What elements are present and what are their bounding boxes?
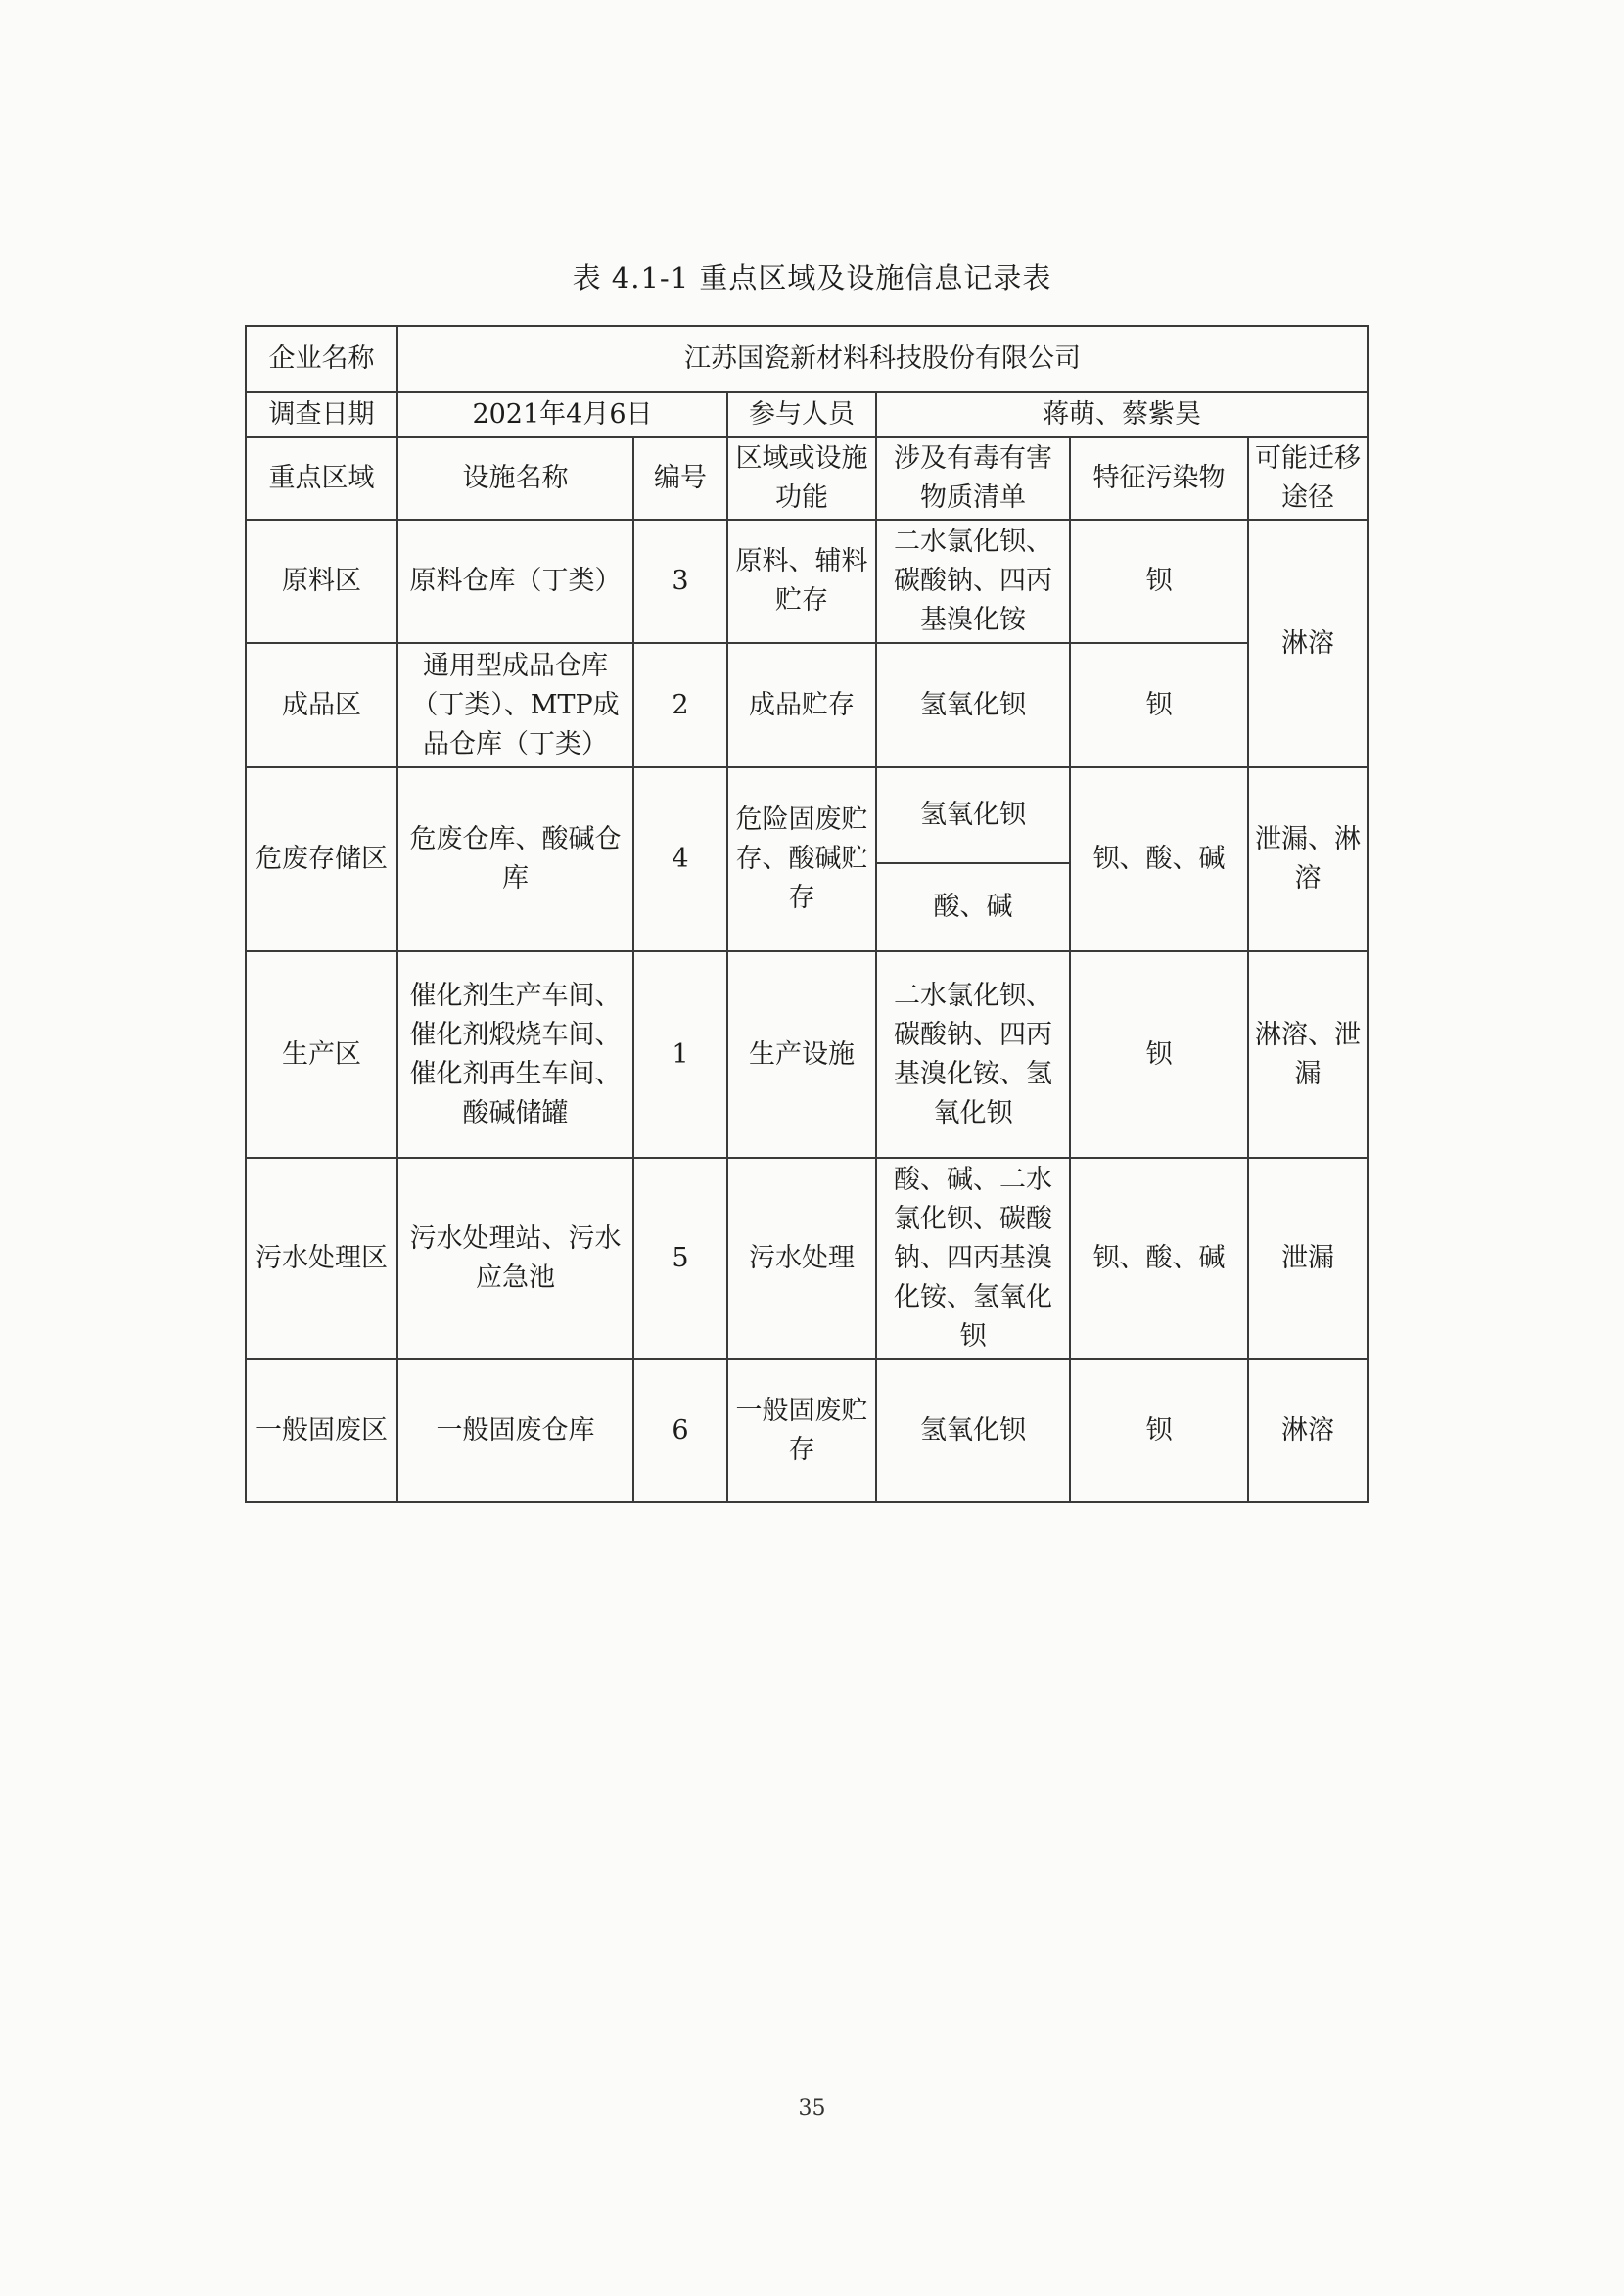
date-row	[246, 392, 1368, 437]
migration-cell: 淋溶、泄漏	[1248, 951, 1368, 1158]
area-cell: 生产区	[246, 951, 397, 1158]
facility-cell: 原料仓库（丁类）	[397, 520, 633, 643]
facility-cell: 催化剂生产车间、催化剂煅烧车间、催化剂再生车间、酸碱储罐	[397, 951, 633, 1158]
table-row	[246, 1158, 1368, 1359]
facility-cell: 危废仓库、酸碱仓库	[397, 767, 633, 951]
table-row	[246, 951, 1368, 1158]
table-caption: 表 4.1-1 重点区域及设施信息记录表	[572, 261, 1052, 295]
area-cell: 一般固废区	[246, 1359, 397, 1502]
area-cell: 污水处理区	[246, 1158, 397, 1359]
toxic-cell: 酸、碱、二水氯化钡、碳酸钠、四丙基溴化铵、氢氧化钡	[876, 1158, 1070, 1359]
header-toxic: 涉及有毒有害物质清单	[876, 437, 1070, 520]
function-cell: 生产设施	[727, 951, 876, 1158]
function-cell: 原料、辅料贮存	[727, 520, 876, 643]
migration-cell: 淋溶	[1248, 1359, 1368, 1502]
toxic-cell: 二水氯化钡、碳酸钠、四丙基溴化铵	[876, 520, 1070, 643]
company-value: 江苏国瓷新材料科技股份有限公司	[397, 326, 1368, 392]
pollutant-cell: 钡、酸、碱	[1070, 767, 1248, 951]
people-value: 蒋萌、蔡紫昊	[876, 392, 1368, 437]
date-label: 调查日期	[246, 392, 397, 437]
number-cell: 3	[633, 520, 727, 643]
area-cell: 危废存储区	[246, 767, 397, 951]
date-value: 2021年4月6日	[397, 392, 727, 437]
table-row	[246, 520, 1368, 643]
number-cell: 5	[633, 1158, 727, 1359]
migration-cell: 泄漏	[1248, 1158, 1368, 1359]
number-cell: 1	[633, 951, 727, 1158]
people-label: 参与人员	[727, 392, 876, 437]
facility-info-table	[245, 325, 1369, 1503]
table-row	[246, 643, 1368, 767]
toxic-cell: 酸、碱	[876, 863, 1070, 951]
header-area: 重点区域	[246, 437, 397, 520]
area-cell: 原料区	[246, 520, 397, 643]
facility-cell: 通用型成品仓库（丁类）、MTP成品仓库（丁类）	[397, 643, 633, 767]
function-cell: 一般固废贮存	[727, 1359, 876, 1502]
table-row	[246, 1359, 1368, 1502]
header-pollutant: 特征污染物	[1070, 437, 1248, 520]
header-number: 编号	[633, 437, 727, 520]
toxic-cell: 氢氧化钡	[876, 643, 1070, 767]
pollutant-cell: 钡、酸、碱	[1070, 1158, 1248, 1359]
pollutant-cell: 钡	[1070, 951, 1248, 1158]
company-label: 企业名称	[246, 326, 397, 392]
number-cell: 2	[633, 643, 727, 767]
page-number: 35	[798, 2096, 826, 2121]
header-migration: 可能迁移途径	[1248, 437, 1368, 520]
pollutant-cell: 钡	[1070, 1359, 1248, 1502]
toxic-cell: 氢氧化钡	[876, 1359, 1070, 1502]
area-cell: 成品区	[246, 643, 397, 767]
function-cell: 成品贮存	[727, 643, 876, 767]
header-row	[246, 437, 1368, 520]
pollutant-cell: 钡	[1070, 643, 1248, 767]
facility-cell: 一般固废仓库	[397, 1359, 633, 1502]
number-cell: 6	[633, 1359, 727, 1502]
pollutant-cell: 钡	[1070, 520, 1248, 643]
header-function: 区域或设施功能	[727, 437, 876, 520]
facility-cell: 污水处理站、污水应急池	[397, 1158, 633, 1359]
migration-cell: 淋溶	[1248, 520, 1368, 767]
function-cell: 危险固废贮存、酸碱贮存	[727, 767, 876, 951]
function-cell: 污水处理	[727, 1158, 876, 1359]
toxic-cell: 二水氯化钡、碳酸钠、四丙基溴化铵、氢氧化钡	[876, 951, 1070, 1158]
number-cell: 4	[633, 767, 727, 951]
company-row	[246, 326, 1368, 392]
table-row	[246, 767, 1368, 863]
toxic-cell: 氢氧化钡	[876, 767, 1070, 863]
header-facility: 设施名称	[397, 437, 633, 520]
migration-cell: 泄漏、淋溶	[1248, 767, 1368, 951]
